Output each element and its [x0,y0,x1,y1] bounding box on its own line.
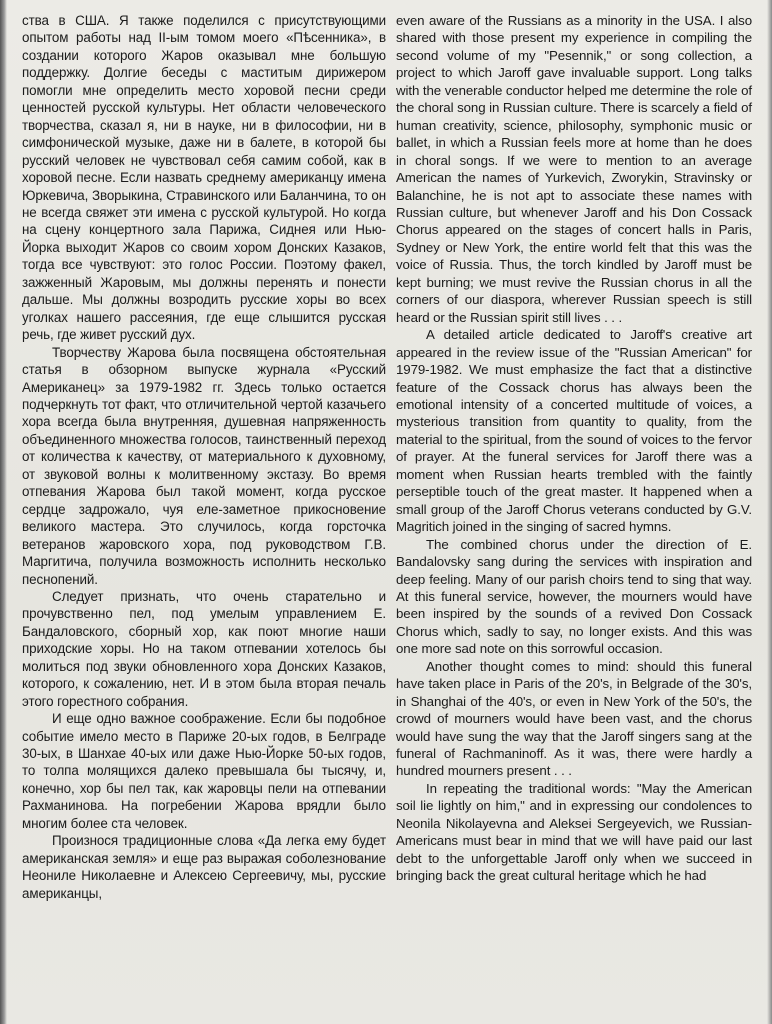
english-paragraph-1: even aware of the Russians as a minority in the USA. I also shared with those present my experience in compiling the second volume of my "Pesennik," or song collection, a project to which Jaroff gave invaluable support. Long talks with the venerable conductor helped me determine the role of the choral song in Russian culture. There is scarcely a field of human creativity, science, philosophy, symphonic music or ballet, in which a Russian feels more at home than he does in choral songs. If we were to mention to an average American the names of Yurkevich, Zworykin, Stravinsky or Balanchine, he is not apt to associate these names with Russian culture, but whenever Jaroff and his Don Cossack Chorus appeared on the stages of concert halls in Paris, Sydney or New York, the entire world felt that this was the voice of Russia. Thus, the torch kindled by Jaroff must be kept burning; we must revive the Russian chorus in all the corners of our diaspora, wherever Russian speech is still heard or the Russian spirit still lives . . . [396,13,752,325]
english-paragraph-4: Another thought comes to mind: should this funeral have taken place in Paris of the 20's, in Belgrade of the 30's, in Shanghai of the 40's, or even in New York of the 50's, the crowd of mourners would have been vast, and the chorus would have sung the way that the Jaroff singers sang at the funeral of Rachmaninoff. As it was, there were hardly a hundred mourners present . . . [396,658,752,779]
page-edge-shadow-left [0,0,7,1024]
page-edge-shadow-right [767,0,772,1024]
russian-paragraph-3: Следует признать, что очень старательно и прочувственно пел, под умелым управлением Е. Бандаловского, сборный хор, как поют многие наши приходские хоры. Но на таком отпевании хотелось бы молиться под звуки обновленного хора Донских Казаков, которого, к сожалению, нет. И в этом была вторая печаль этого горестного собрания. [22,588,386,709]
english-paragraph-5: In repeating the traditional words: "May the American soil lie lightly on him," and in expressing our condolences to Neonila Nikolayevna and Aleksei Sergeyevich, we Russian-Americans must bear in mind that we will have paid our last debt to the unforgettable Jaroff only when we succeed in bringing back the great cultural heritage which he had [396,780,752,884]
russian-paragraph-2: Творчеству Жарова была посвящена обстоятельная статья в обзорном выпуске журнала «Русский Американец» за 1979-1982 гг. Здесь только остается подчеркнуть тот факт, что отличительной чертой казачьего хора всегда была внутренняя, душевная напряженность объединенного множества голосов, таинственный переход от количества к качеству, от материального к духовному, от звуковой волны к молитвенному экстазу. Во время отпевания Жарова был такой момент, когда русское сердце задрожало, чуя еле-заметное прикосновение великого мастера. Это случилось, когда горсточка ветеранов жаровского хора, под руководством Г.В. Маргитича, получила возможность исполнить несколько песнопений. [22,344,386,587]
russian-paragraph-5: Произнося традиционные слова «Да легка ему будет американская земля» и еще раз выражая соболезнование Неониле Николаевне и Алексею Сергеевичу, мы, русские американцы, [22,833,386,901]
russian-paragraph-4: И еще одно важное соображение. Если бы подобное событие имело место в Париже 20-ых годов, в Белграде 30-ых, в Шанхае 40-ых или даже Нью-Йорке 50-ых годов, то толпа молящихся далеко превышала бы тысячу, и, конечно, хор бы пел так, как жаровцы пели на отпевании Рахманинова. На погребении Жарова врядли было многим более ста человек. [22,711,386,831]
english-paragraph-2: A detailed article dedicated to Jaroff's creative art appeared in the review issue of the "Russian American" for 1979-1982. We must emphasize the fact that a distinctive feature of the Cossack chorus has always been the emotional intensity of a concerted multitude of voices, a mysterious transition from quantity to quality, from the material to the spiritual, from the sound of voices to the fervor of prayer. At the funeral services for Jaroff there was a moment when Russian hearts trembled with the faintly perseptible touch of the great master. It happened when a small group of the Jaroff Chorus veterans conducted by G.V. Magritich joined in the singing of sacred hymns. [396,327,752,535]
russian-paragraph-1: ства в США. Я также поделился с присутствующими опытом работы над II-ым томом моего «Пѣсенника», в создании которого Жаров оказывал мне большую поддержку. Долгие беседы с маститым дирижером помогли мне определить место хоровой песни среди ценностей русской культуры. Нет области человеческого творчества, сказал я, ни в науке, ни в философии, ни в симфонической музыке, даже ни в балете, в которой бы русский человек не чувствовал себя самим собой, как в хоровой песне. Если назвать среднему американцу имена Юркевича, Зворыкина, Стравинского или Баланчина, то он не всегда свяжет эти имена с русской культурой. Но когда на сцену концертного зала Парижа, Сиднея или Нью-Йорка выходит Жаров со своим хором Донских Казаков, тогда все чувствуют: это голос России. Поэтому факел, зажженный Жаровым, мы должны перенять и понести дальше. Мы должны возродить русские хоры во всех уголках нашего рассеяния, где еще слышится русская речь, где живет русский дух. [22,13,386,343]
english-paragraph-3: The combined chorus under the direction of E. Bandalovsky sang during the services with inspiration and deep feeling. Many of our parish choirs tend to sing that way. At this funeral service, however, the mourners would have been inspired by the sounds of a revived Don Cossack Chorus which, sadly to say, no longer exists. And this was one more sad note on this sorrowful occasion. [396,536,752,657]
english-text-column [396,12,752,885]
russian-text-column [22,12,386,902]
